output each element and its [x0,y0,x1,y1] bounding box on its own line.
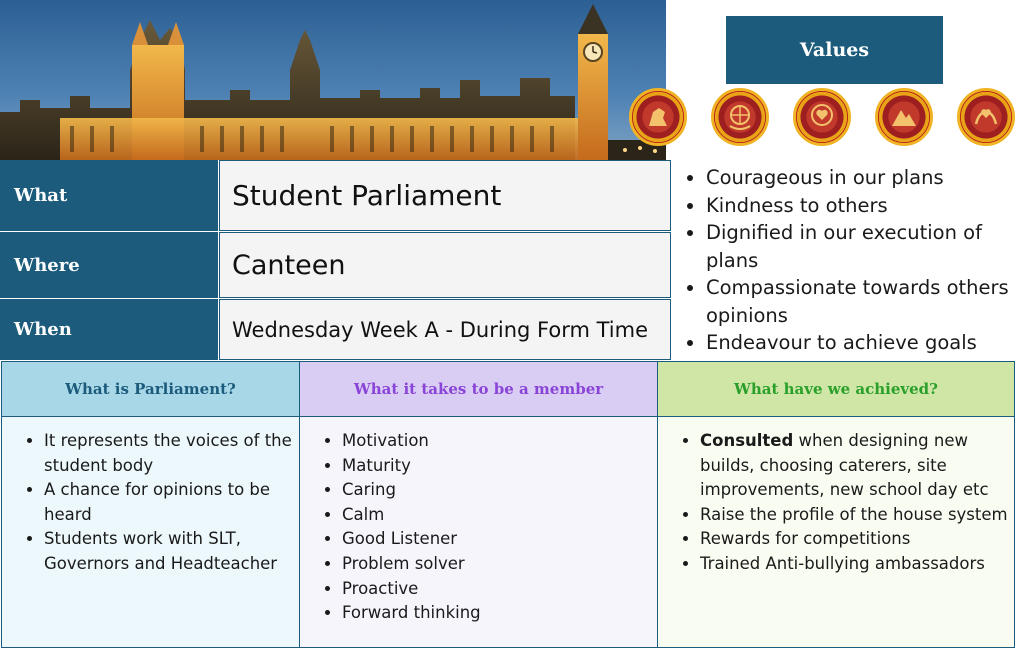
hands-icon [969,100,1003,134]
what-value: Student Parliament [219,160,671,231]
where-label: Where [0,232,218,298]
list-item: • Forward thinking [342,601,657,626]
list-item: • A chance for opinions to be heard [44,478,299,527]
list-item: • Calm [342,503,657,528]
community-badge [711,88,769,146]
achieved-body [657,416,1015,648]
mountain-icon [887,100,921,134]
list-item: • Compassionate towards others opinions [706,274,1020,329]
list-item: • It represents the voices of the student body [44,429,299,478]
parliament-body [1,416,300,648]
what-label: What [0,160,218,231]
consulted-bold: Consulted [700,431,794,450]
list-item: • Raise the profile of the house system [700,503,1014,528]
list-item: • Caring [342,478,657,503]
list-item: • Motivation [342,429,657,454]
when-label: When [0,299,218,360]
parliament-photo [0,0,666,160]
endeavour-badge [875,88,933,146]
list-item: • Trained Anti-bullying ambassadors [700,552,1014,577]
globe-icon [723,100,757,134]
parliament-header: What is Parliament? [1,361,300,417]
when-value: Wednesday Week A - During Form Time [219,299,671,360]
values-heading: Values [726,16,943,84]
achieved-header: What have we achieved? [657,361,1015,417]
list-item: • Rewards for competitions [700,527,1014,552]
dignity-badge [793,88,851,146]
list-item: • Maturity [342,454,657,479]
list-item: • Kindness to others [706,192,1020,220]
consulted-rest: when designing new builds, choosing caterers, site improvements, new school day etc [700,431,989,500]
list-item: • Proactive [342,577,657,602]
kindness-badge [957,88,1015,146]
member-body [299,416,658,648]
list-item: • Students work with SLT, Governors and Headteacher [44,527,299,576]
courage-badge [629,88,687,146]
values-list [684,164,1020,357]
heart-head-icon [805,100,839,134]
where-value: Canteen [219,232,671,298]
list-item [700,429,1014,503]
list-item: • Dignified in our execution of plans [706,219,1020,274]
list-item: • Problem solver [342,552,657,577]
list-item: • Courageous in our plans [706,164,1020,192]
courage-icon [641,100,675,134]
list-item: • Good Listener [342,527,657,552]
member-header: What it takes to be a member [299,361,658,417]
list-item: • Endeavour to achieve goals [706,329,1020,357]
